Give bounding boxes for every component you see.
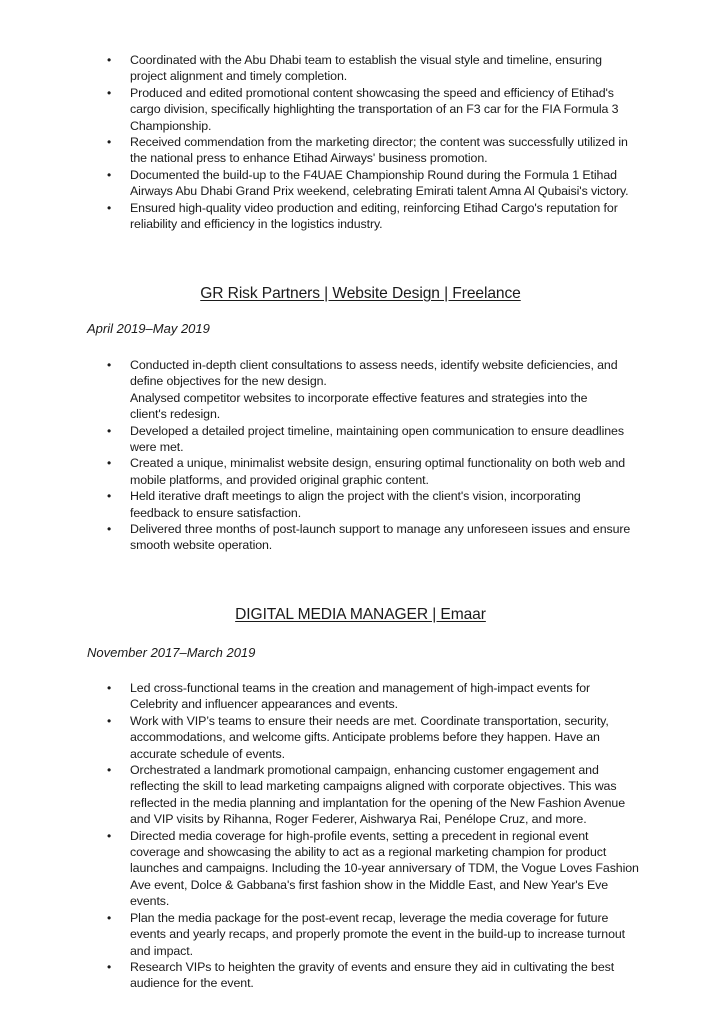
bullet-text-line: accurate schedule of events. <box>130 746 285 761</box>
bullet-point-icon: • <box>107 681 112 695</box>
bullet-text-line: Created a unique, minimalist website design, ensuring optimal functionality on both web and <box>130 456 626 471</box>
bullet-point-icon: • <box>107 423 112 438</box>
bullet-text-line: Coordinated with the Abu Dhabi team to establish the visual style and timeline, ensuring <box>130 53 602 67</box>
bullet-text-line: the national press to enhance Etihad Airways' business promotion. <box>130 151 488 166</box>
bullet-text-line: Developed a detailed project timeline, maintaining open communication to ensure deadlines <box>130 423 624 438</box>
bullet-point-icon: • <box>107 763 112 778</box>
bullet-item <box>0 85 650 134</box>
bullet-item <box>0 762 650 828</box>
bullet-text-line: client's redesign. <box>130 407 221 422</box>
bullet-point-icon: • <box>107 828 112 843</box>
bullet-point-icon: • <box>107 489 112 504</box>
bullet-text-line: Championship. <box>130 118 212 133</box>
bullet-text-line: events and yearly recaps, and properly promote the event in the build-up to increase turnout <box>130 927 625 942</box>
bullet-item <box>0 959 650 992</box>
bullet-text-line: Research VIPs to heighten the gravity of events and ensure they aid in cultivating the best <box>130 959 615 974</box>
bullet-text-line: Delivered three months of post-launch support to manage any unforeseen issues and ensure <box>130 522 631 537</box>
bullet-text-line: Ave event, Dolce & Gabbana's first fashion show in the Middle East, and New Year's Eve <box>130 877 609 892</box>
bullet-text-line: accommodations, and welcome gifts. Anticipate problems before they happen. Have an <box>130 730 600 745</box>
section-heading-gr-risk: GR Risk Partners | Website Design | Freelance <box>200 285 521 302</box>
bullet-text-line: Directed media coverage for high-profile events, setting a precedent in regional event <box>130 828 589 843</box>
bullet-text-line: feedback to ensure satisfaction. <box>130 505 302 520</box>
bullet-text-line: smooth website operation. <box>130 538 273 553</box>
bullet-text-line: Ensured high-quality video production and editing, reinforcing Etihad Cargo's reputation for <box>130 200 618 215</box>
bullet-text-line: Airways Abu Dhabi Grand Prix weekend, celebrating Emirati talent Amna Al Qubaisi's victory. <box>130 184 629 199</box>
bullet-text-line: Plan the media package for the post-event recap, leverage the media coverage for future <box>130 910 609 925</box>
bullet-point-icon: • <box>107 358 112 372</box>
bullet-text-line: events. <box>130 894 170 909</box>
bullet-point-icon: • <box>107 959 112 974</box>
emaar-bullet-list <box>0 680 650 992</box>
bullet-item <box>0 828 650 910</box>
bullet-text-line: coverage and showcasing the ability to act as a regional marketing champion for product <box>130 845 607 860</box>
bullet-text-line: Led cross-functional teams in the creation and management of high-impact events for <box>130 681 591 695</box>
bullet-item <box>0 423 650 456</box>
bullet-text-line: Orchestrated a landmark promotional campaign, enhancing customer engagement and <box>130 763 599 778</box>
bullet-text-line: Work with VIP’s teams to ensure their needs are met. Coordinate transportation, security, <box>130 713 609 728</box>
bullet-text-line: audience for the event. <box>130 976 254 991</box>
bullet-item <box>0 713 650 762</box>
bullet-point-icon: • <box>107 135 112 150</box>
bullet-point-icon: • <box>107 456 112 471</box>
bullet-text-line: reflected in the media planning and implantation for the opening of the New Fashion Avenue <box>130 795 625 810</box>
bullet-text-line: launches and campaigns. Including the 10-year anniversary of TDM, the Vogue Loves Fashion <box>130 861 639 876</box>
bullet-item <box>0 167 650 200</box>
section-heading-emaar: DIGITAL MEDIA MANAGER | Emaar <box>235 606 486 623</box>
bullet-text-line: cargo division, specifically highlighting the transportation of an F3 car for the FIA Formula 3 <box>130 102 619 117</box>
bullet-text-line: Produced and edited promotional content showcasing the speed and efficiency of Etihad's <box>130 85 614 100</box>
bullet-point-icon: • <box>107 522 112 537</box>
bullet-item <box>0 680 650 713</box>
bullet-item <box>0 521 650 554</box>
bullet-item <box>0 357 650 423</box>
bullet-item <box>0 134 650 167</box>
date-range-gr-risk: April 2019–May 2019 <box>87 321 210 336</box>
bullet-text-line: Celebrity and influencer appearances and events. <box>130 697 398 712</box>
bullet-item <box>0 52 650 85</box>
bullet-item <box>0 200 650 233</box>
bullet-point-icon: • <box>107 200 112 215</box>
bullet-text-line: define objectives for the new design. <box>130 374 327 389</box>
bullet-text-line: and impact. <box>130 943 193 958</box>
bullet-text-line: were met. <box>130 440 184 455</box>
bullet-point-icon: • <box>107 85 112 100</box>
bullet-text-line: and VIP visits by Rihanna, Roger Federer, Aishwarya Rai, Penélope Cruz, and more. <box>130 812 587 827</box>
bullet-text-line: Analysed competitor websites to incorporate effective features and strategies into the <box>130 390 588 405</box>
bullet-text-line: reliability and efficiency in the logistics industry. <box>130 217 383 232</box>
bullet-text-line: Received commendation from the marketing director; the content was successfully utilized in <box>130 135 628 150</box>
bullet-point-icon: • <box>107 910 112 925</box>
bullet-text-line: reflecting the skill to lead marketing campaigns aligned with corporate objectives. This was <box>130 779 617 794</box>
bullet-text-line: Held iterative draft meetings to align the project with the client's vision, incorporating <box>130 489 581 504</box>
bullet-item <box>0 910 650 959</box>
bullet-item <box>0 455 650 488</box>
bullet-text-line: Conducted in-depth client consultations to assess needs, identify website deficiencies, and <box>130 358 618 372</box>
bullet-item <box>0 488 650 521</box>
bullet-text-line: mobile platforms, and provided original graphic content. <box>130 472 429 487</box>
bullet-point-icon: • <box>107 53 112 67</box>
bullet-text-line: project alignment and timely completion. <box>130 69 348 84</box>
bullet-text-line: Documented the build-up to the F4UAE Championship Round during the Formula 1 Etihad <box>130 167 617 182</box>
date-range-emaar: November 2017–March 2019 <box>87 645 256 660</box>
bullet-point-icon: • <box>107 713 112 728</box>
etihad-bullet-list <box>0 52 650 232</box>
gr-risk-bullet-list <box>0 357 650 554</box>
bullet-point-icon: • <box>107 167 112 182</box>
